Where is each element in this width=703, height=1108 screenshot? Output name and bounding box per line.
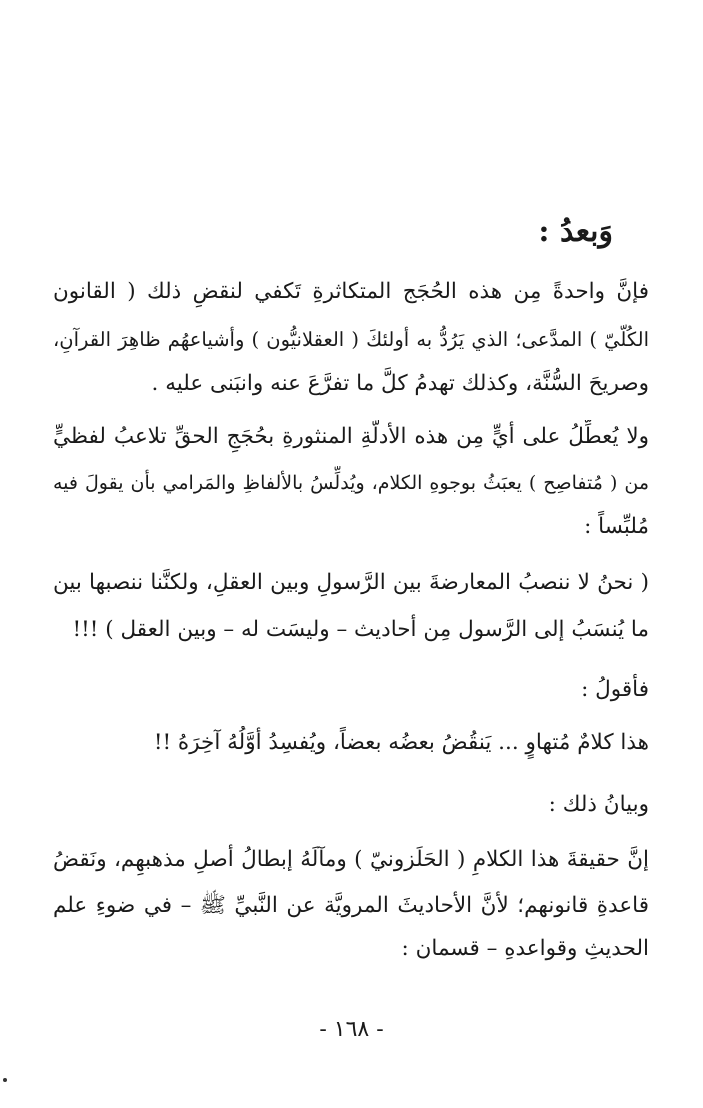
text-line: ( نحنُ لا ننصبُ المعارضةَ بين الرَّسولِ وبين العقلِ، ولكنَّنا ننصبها بين <box>53 570 649 595</box>
text-line: وصريحَ السُّنَّة، وكذلك تهدمُ كلَّ ما تفرَّعَ عنه وانبَنى عليه . <box>151 371 649 396</box>
text-line: قاعدةِ قانونهم؛ لأنَّ الأحاديثَ المرويَّة عن النَّبيِّ ﷺ – في ضوءِ علم <box>53 893 649 918</box>
text-line: الحديثِ وقواعدهِ – قسمان : <box>401 936 649 961</box>
text-line: وبيانُ ذلك : <box>548 792 649 817</box>
text-line: الكُلّيّ ) المدَّعى؛ الذي يَرُدُّ به أولئكَ ( العقلانيُّون ) وأشياعهُم ظاهِرَ القرآنِ، <box>53 328 649 351</box>
scan-speck <box>3 1078 7 1082</box>
text-line: ولا يُعطِّلُ على أيٍّ مِن هذه الأدلَّةِ المنثورةِ بحُجَجِ الحقِّ تلاعبُ لفظيٍّ <box>53 424 649 449</box>
text-line: فإنَّ واحدةً مِن هذه الحُجَج المتكاثرةِ تَكفي لنقضِ ذلك ( القانون <box>53 279 649 304</box>
text-line: من ( مُتفاصِح ) يعبَثُ بوجوهِ الكلام، ويُدلِّسُ بالألفاظِ والمَرامي بأن يقولَ فيه <box>53 472 649 494</box>
text-line: إنَّ حقيقةَ هذا الكلامِ ( الحَلَزونيّ ) ومآلَهُ إبطالُ أصلِ مذهبهِم، ونَقضُ <box>53 847 649 872</box>
text-line: مُلبِّساً : <box>584 514 649 539</box>
text-line: هذا كلامٌ مُتهاوٍ ... يَنقُضُ بعضُه بعضاً، ويُفسِدُ أوَّلُهُ آخِرَهُ !! <box>153 730 649 755</box>
text-line: ما يُنسَبُ إلى الرَّسول مِن أحاديث – وليسَت له – وبين العقل ) !!! <box>72 617 649 642</box>
page-number: - ١٦٨ - <box>319 1017 384 1042</box>
text-line: فأقولُ : <box>581 677 649 702</box>
section-heading: وَبعدُ : <box>538 214 613 249</box>
